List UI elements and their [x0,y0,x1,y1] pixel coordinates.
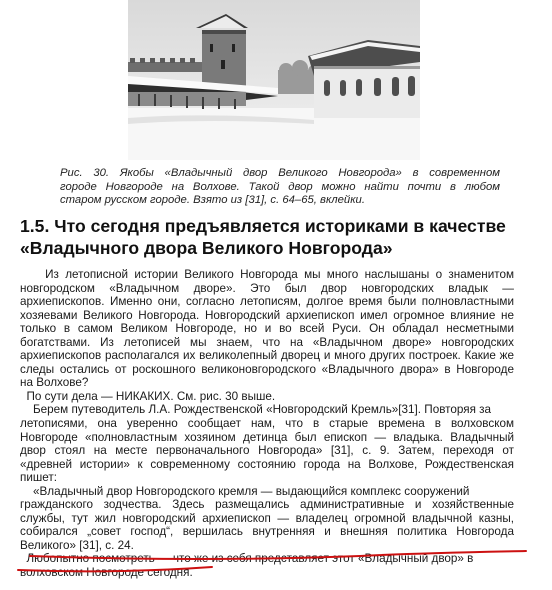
caption-line: Рис. 30. Якобы «Владычный двор Великого Новгорода» в современном [60,167,500,179]
paragraph-line: только в самом Великом Новгороде, но и во всей Руси. Он обладал несметными [20,322,514,336]
paragraph-line: пишет: [20,471,57,485]
heading-line: «Владычного двора Великого Новгорода» [20,238,393,258]
quote-line: собирался „совет господ“, вершилась внутренняя и внешняя политика Новгорода [20,525,514,539]
caption-line: старом русском городе. Взято из [31], с. 64–65, вклейки. [60,194,365,207]
quote-line: «Владычный двор Новгородского кремля — выдающийся комплекс сооружений [20,484,470,498]
kremlin-photo [128,0,420,160]
paragraph-line: двор стоял на месте первоначального Новгорода» [31], с. 9. Затем, переходя от [20,444,514,458]
figure-caption [60,166,500,207]
paragraph-line: Из летописной истории Великого Новгорода мы много наслышаны о знаменитом [20,268,514,281]
heading-line: 1.5. Что сегодня предъявляется историками в качестве [20,216,506,236]
paragraph-line: следы остались от роскошного великоновгородского «Владычного двора» в Новгороде [20,362,514,376]
paragraph-line: «древней истории» к современному состоянию города на Волхове, Рождественская [20,457,514,471]
paragraph-line: Новгороде «полновластным хозяином детинца был епископ — владыка. Владычный [20,430,514,444]
paragraph-line: По сути дела — НИКАКИХ. См. рис. 30 выше. [20,389,276,403]
paragraph-line: архиепископов. Именно они, согласно летописям, долгое время были полновластными [20,295,514,309]
quote-line: гражданского зодчества. Здесь размещались административные и хозяйственные [20,498,514,512]
caption-line: городе Новгороде на Волхове. Такой двор можно найти почти в любом [60,180,500,193]
highlighted-line: волховском Новгороде сегодня. [20,566,193,580]
paragraph-line: богатствами. Из летописей мы знаем, что на «Владычном дворе» новгородских [20,335,514,349]
paragraph-line: Берем путеводитель Л.А. Рождественской «Новгородский Кремль»[31]. Повторяя за [20,403,492,417]
section-heading [20,215,530,259]
paragraph-line: архиепископов располагался их великолепный дворец и много других построек. Какие же [20,349,514,363]
paragraph-line: новгородском «Владычном дворе». Это был двор новгородских владык — [20,281,514,295]
paragraph-line: хозяевами Великого Новгорода. Новгородский архиепископ имел огромное влияние не [20,308,514,322]
body-text [20,268,514,580]
highlighted-line: Любопытно посмотреть — что же из себя представляет этот «Владычный двор» в [20,552,474,566]
quote-line: Великого» [31], с. 24. [20,538,134,552]
paragraph-line: летописями, она уверенно сообщает нам, что в старые времена в волховском [20,417,514,431]
paragraph-line: на Волхове? [20,376,89,390]
quote-line: службы, тут жил новгородский архиепископ — владелец огромной владычной казны, [20,511,514,525]
